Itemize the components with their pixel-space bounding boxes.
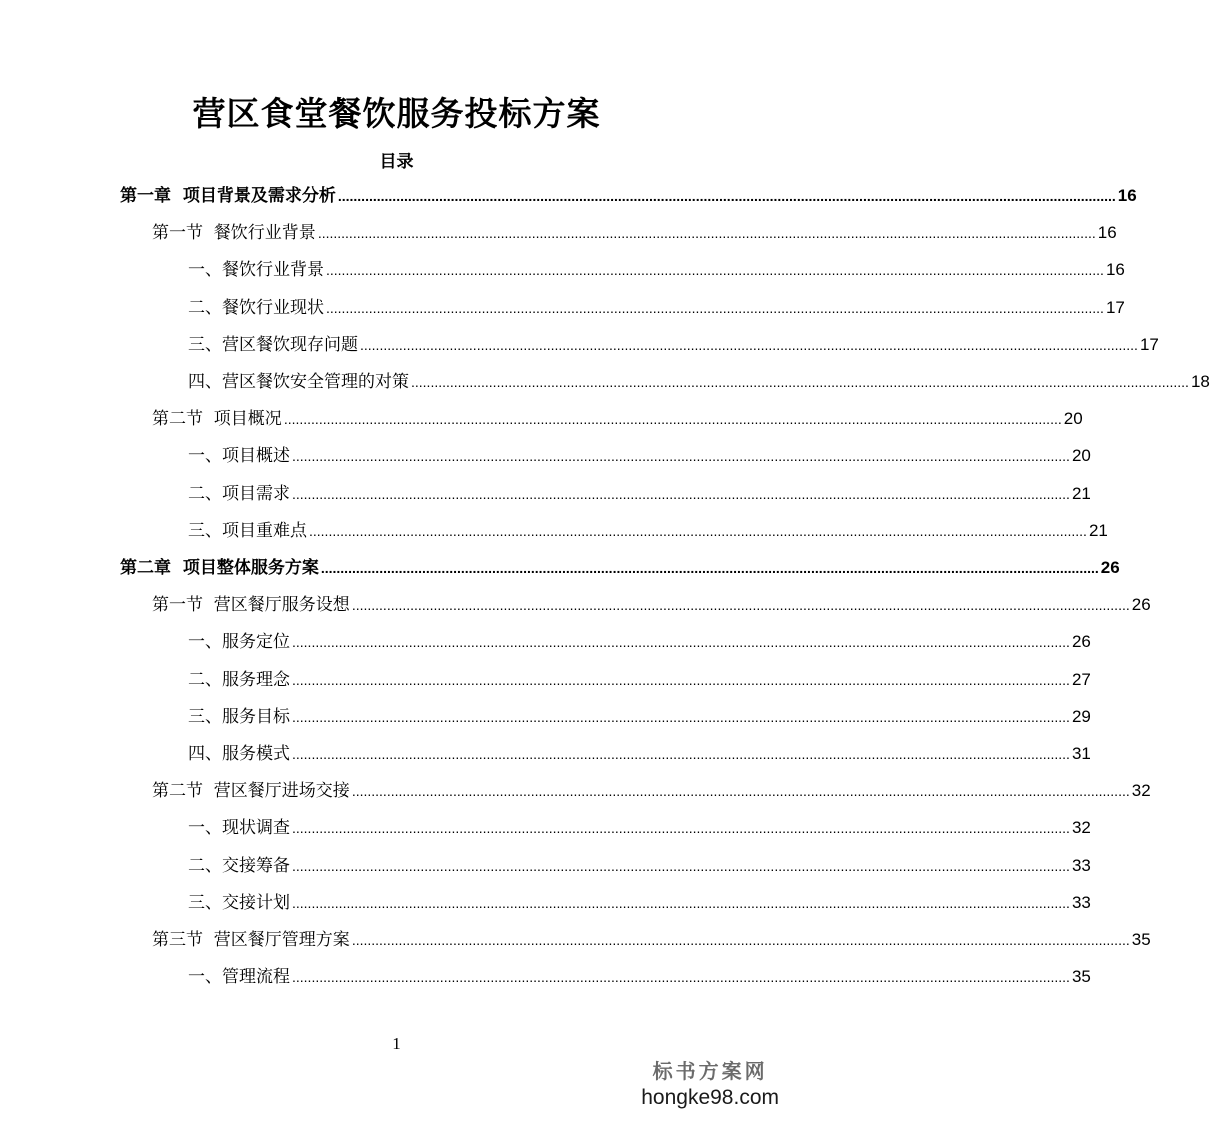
toc-entry-label: 一、餐饮行业背景 xyxy=(188,260,324,281)
toc-entry-label: 二、项目需求 xyxy=(188,483,290,504)
toc-leader-dots: ........................................................................................................................................................................................................ xyxy=(292,485,1070,502)
toc-entry-label: 二、服务理念 xyxy=(188,669,290,690)
toc-entry[interactable] xyxy=(188,250,1125,281)
toc-leader-dots: ........................................................................................................................................................................................................ xyxy=(292,969,1070,986)
toc-leader-dots: ........................................................................................................................................................................................................ xyxy=(351,783,1130,800)
toc-entry[interactable] xyxy=(152,399,1083,430)
toc-leader-dots: ........................................................................................................................................................................................................ xyxy=(360,336,1138,353)
toc-leader-dots: ........................................................................................................................................................................................................ xyxy=(351,932,1130,948)
toc-entry-page: 21 xyxy=(1088,520,1108,540)
toc-leader-dots: ........................................................................................................................................................................................................ xyxy=(292,634,1070,651)
toc-entry-label: 一、项目概述 xyxy=(188,446,290,467)
toc-entry-page: 26 xyxy=(1071,632,1091,652)
toc-entry-page: 33 xyxy=(1071,892,1091,912)
toc-entry[interactable] xyxy=(188,734,1091,764)
toc-leader-dots: ........................................................................................................................................................................................................ xyxy=(292,708,1070,725)
toc-entry-label: 第二章 项目整体服务方案 xyxy=(120,558,319,578)
toc-entry-page: 16 xyxy=(1117,186,1137,205)
toc-leader-dots: ........................................................................................................................................................................................................ xyxy=(337,188,1116,204)
toc-entry-page: 32 xyxy=(1071,818,1091,838)
toc-entry[interactable] xyxy=(188,957,1091,988)
toc-entry-page: 35 xyxy=(1131,930,1151,949)
toc-entry[interactable] xyxy=(152,585,1151,616)
toc-entry-label: 第二节 项目概况 xyxy=(152,409,282,430)
toc-leader-dots: ........................................................................................................................................................................................................ xyxy=(292,746,1070,762)
toc-leader-dots: ........................................................................................................................................................................................................ xyxy=(317,225,1096,242)
toc-leader-dots: ........................................................................................................................................................................................................ xyxy=(292,448,1070,465)
toc-entry[interactable] xyxy=(120,548,1120,578)
toc-entry-page: 18 xyxy=(1190,372,1210,391)
toc-entry[interactable] xyxy=(188,474,1091,504)
toc-entry[interactable] xyxy=(188,622,1091,653)
toc-entry-label: 三、项目重难点 xyxy=(188,520,307,541)
toc-heading: 目录 xyxy=(379,152,414,172)
toc-leader-dots: ........................................................................................................................................................................................................ xyxy=(411,374,1189,390)
watermark-logo xyxy=(641,1055,779,1110)
toc-leader-dots: ........................................................................................................................................................................................................ xyxy=(292,820,1070,837)
toc-entry[interactable] xyxy=(188,697,1091,727)
toc-entry-page: 20 xyxy=(1063,409,1083,429)
toc-leader-dots: ........................................................................................................................................................................................................ xyxy=(283,411,1062,428)
toc-entry-page: 26 xyxy=(1131,595,1151,615)
watermark-url-text: hongke98.com xyxy=(641,1086,779,1109)
toc-entry[interactable] xyxy=(188,362,1210,392)
toc-leader-dots: ........................................................................................................................................................................................................ xyxy=(351,597,1130,614)
document-title: 营区食堂餐饮服务投标方案 xyxy=(192,94,601,133)
toc-entry[interactable] xyxy=(152,213,1117,244)
toc-entry-label: 二、餐饮行业现状 xyxy=(188,297,324,318)
page-number: 1 xyxy=(392,1034,401,1053)
toc-entry-page: 29 xyxy=(1071,706,1091,726)
toc-entry-label: 三、交接计划 xyxy=(188,892,290,913)
toc-entry[interactable] xyxy=(188,660,1091,690)
toc-entry[interactable] xyxy=(188,808,1091,839)
toc-entry-label: 第一节 餐饮行业背景 xyxy=(152,223,316,244)
toc-leader-dots: ........................................................................................................................................................................................................ xyxy=(292,894,1070,911)
toc-entry[interactable] xyxy=(188,436,1091,467)
toc-entry-page: 17 xyxy=(1139,334,1159,354)
toc-entry-label: 三、服务目标 xyxy=(188,706,290,727)
toc-entry[interactable] xyxy=(188,325,1159,355)
toc-entry-label: 一、管理流程 xyxy=(188,967,290,988)
toc-entry-page: 31 xyxy=(1071,744,1091,763)
toc-entry[interactable] xyxy=(152,920,1151,950)
toc-entry-label: 第一章 项目背景及需求分析 xyxy=(120,186,336,206)
toc-entry-label: 三、营区餐饮现存问题 xyxy=(188,334,358,355)
toc-entry[interactable] xyxy=(188,846,1091,876)
toc-entry-label: 二、交接筹备 xyxy=(188,855,290,876)
toc-leader-dots: ........................................................................................................................................................................................................ xyxy=(309,522,1087,539)
toc-entry-label: 一、服务定位 xyxy=(188,632,290,653)
toc-entry[interactable] xyxy=(188,511,1108,541)
toc-entry[interactable] xyxy=(120,176,1137,206)
toc-entry-page: 32 xyxy=(1131,781,1151,801)
toc-entry-label: 一、现状调查 xyxy=(188,818,290,839)
toc-leader-dots: ........................................................................................................................................................................................................ xyxy=(292,857,1070,874)
toc-entry-page: 26 xyxy=(1100,558,1120,577)
toc-entry-page: 35 xyxy=(1071,967,1091,987)
toc-entry-label: 第一节 营区餐厅服务设想 xyxy=(152,595,350,616)
toc-entry-label: 第二节 营区餐厅进场交接 xyxy=(152,781,350,802)
toc-leader-dots: ........................................................................................................................................................................................................ xyxy=(326,299,1104,316)
toc-entry-page: 33 xyxy=(1071,855,1091,875)
toc-entry[interactable] xyxy=(188,883,1091,913)
toc-entry-label: 第三节 营区餐厅管理方案 xyxy=(152,930,350,950)
toc-entry-page: 16 xyxy=(1097,223,1117,243)
toc-entry[interactable] xyxy=(188,288,1125,318)
toc-entry-page: 27 xyxy=(1071,669,1091,689)
toc-entry-page: 20 xyxy=(1071,446,1091,466)
toc-entry[interactable] xyxy=(152,771,1151,802)
toc-leader-dots: ........................................................................................................................................................................................................ xyxy=(292,671,1070,688)
toc-leader-dots: ........................................................................................................................................................................................................ xyxy=(326,262,1104,279)
toc-entry-page: 17 xyxy=(1105,297,1125,317)
toc-entry-page: 21 xyxy=(1071,483,1091,503)
toc-entry-label: 四、营区餐饮安全管理的对策 xyxy=(188,372,409,392)
watermark-cn-text: 标书方案网 xyxy=(652,1059,768,1083)
toc-entry-label: 四、服务模式 xyxy=(188,744,290,764)
toc-entry-page: 16 xyxy=(1105,260,1125,280)
toc-leader-dots: ........................................................................................................................................................................................................ xyxy=(320,560,1099,576)
